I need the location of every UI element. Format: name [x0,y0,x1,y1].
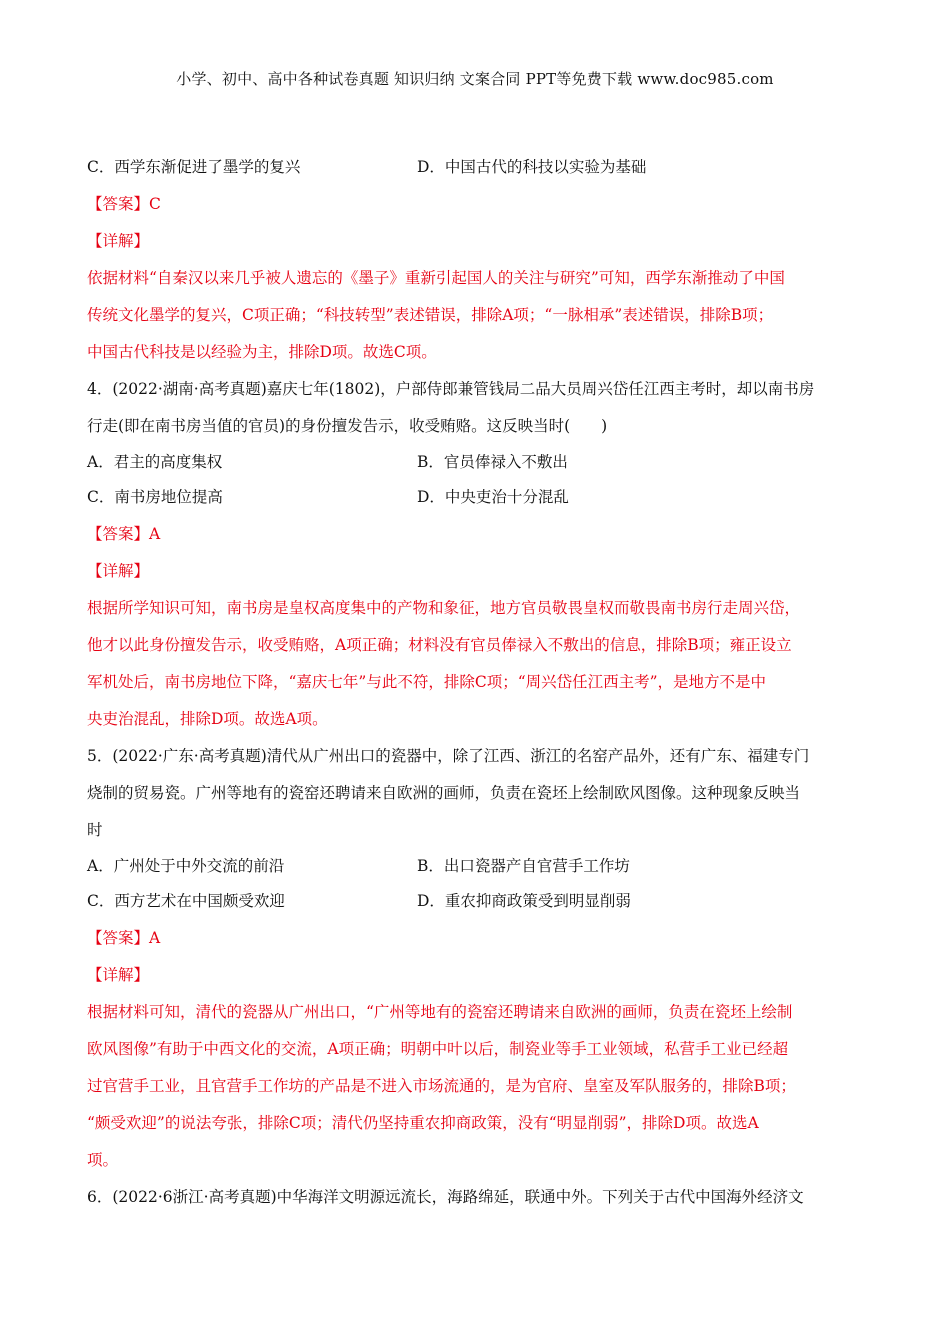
q3-answer: 【答案】C [87,194,161,213]
q3-explanation-line: 传统文化墨学的复兴，C项正确；“科技转型”表述错误，排除A项；“一脉相承”表述错误，排除B项； [87,305,774,324]
q5-options-ab [87,849,867,885]
q4-stem-line: 4．(2022·湖南·高考真题)嘉庆七年(1802)，户部侍郎兼管钱局二品大员周兴岱任江西主考时，却以南书房 [87,379,815,398]
q5-explanation-line: “颇受欢迎”的说法夸张，排除C项；清代仍坚持重农抑商政策，没有“明显削弱”，排除D项。故选A [87,1113,759,1132]
q3-option-d: D．中国古代的科技以实验为基础 [417,158,647,176]
q5-stem-line: 烧制的贸易瓷。广州等地有的瓷窑还聘请来自欧洲的画师，负责在瓷坯上绘制欧风图像。这种现象反映当 [87,783,801,802]
q5-explanation-line: 项。 [87,1150,119,1169]
q5-option-c: C．西方艺术在中国颇受欢迎 [87,892,285,910]
document-body [87,150,867,1216]
q5-stem-line: 5．(2022·广东·高考真题)清代从广州出口的瓷器中，除了江西、浙江的名窑产品外，还有广东、福建专门 [87,746,810,765]
q4-option-b: B．官员俸禄入不敷出 [417,452,568,471]
q5-options-cd [87,884,867,920]
q4-options-cd [87,480,867,516]
page-header: 小学、初中、高中各种试卷真题 知识归纳 文案合同 PPT等免费下载 www.doc985.com [176,70,774,88]
q5-stem-line: 时 [87,820,103,839]
q4-options-ab [87,445,867,481]
q5-detail-label: 【详解】 [87,965,150,984]
q5-option-a: A．广州处于中外交流的前沿 [87,856,285,875]
q5-explanation-line: 欧风图像”有助于中西文化的交流，A项正确；明朝中叶以后，制瓷业等手工业领域，私营手工业已经超 [87,1039,789,1058]
q4-explanation-line: 军机处后，南书房地位下降，“嘉庆七年”与此不符，排除C项；“周兴岱任江西主考”，是地方不是中 [87,672,767,691]
q4-option-d: D．中央吏治十分混乱 [417,488,569,506]
q5-option-b: B．出口瓷器产自官营手工作坊 [417,856,630,875]
q6-stem-line: 6．(2022·6浙江·高考真题)中华海洋文明源远流长，海路绵延，联通中外。下列关于古代中国海外经济文 [87,1187,804,1206]
q3-options-cd [87,150,867,186]
q4-detail-label: 【详解】 [87,561,150,580]
q4-stem-line: 行走(即在南书房当值的官员)的身份擅发告示，收受贿赂。这反映当时( ) [87,416,608,435]
q4-explanation-line: 他才以此身份擅发告示，收受贿赂，A项正确；材料没有官员俸禄入不敷出的信息，排除B项；雍正设立 [87,635,792,654]
q3-explanation-line: 依据材料“自秦汉以来几乎被人遗忘的《墨子》重新引起国人的关注与研究”可知，西学东渐推动了中国 [87,268,785,287]
q5-explanation-line: 根据材料可知，清代的瓷器从广州出口，“广州等地有的瓷窑还聘请来自欧洲的画师，负责在瓷坯上绘制 [87,1002,793,1021]
q3-detail-label: 【详解】 [87,231,150,250]
q4-explanation-line: 央吏治混乱，排除D项。故选A项。 [87,709,328,728]
q3-option-c: C．西学东渐促进了墨学的复兴 [87,158,301,176]
q5-option-d: D．重农抑商政策受到明显削弱 [417,892,631,910]
q5-explanation-line: 过官营手工业，且官营手工作坊的产品是不进入市场流通的，是为官府、皇室及军队服务的，排除B项； [87,1076,796,1095]
q4-answer: 【答案】A [87,524,161,543]
q3-explanation-line: 中国古代科技是以经验为主，排除D项。故选C项。 [87,342,437,361]
q5-answer: 【答案】A [87,928,161,947]
q4-option-c: C．南书房地位提高 [87,488,223,506]
q4-explanation-line: 根据所学知识可知，南书房是皇权高度集中的产物和象征，地方官员敬畏皇权而敬畏南书房行走周兴岱， [87,598,801,617]
q4-option-a: A．君主的高度集权 [87,452,223,471]
